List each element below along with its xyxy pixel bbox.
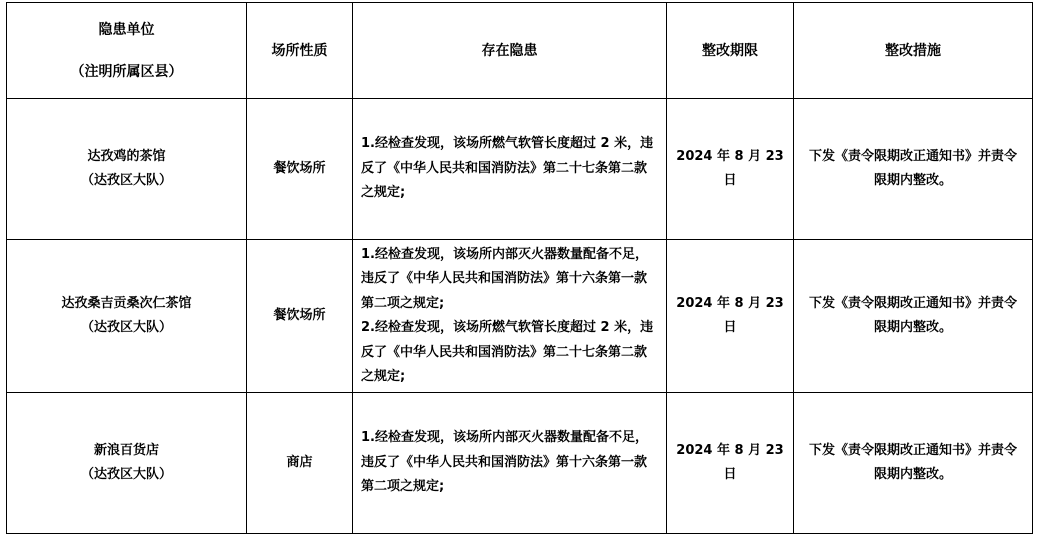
issue-item: 1.经检查发现，该场所内部灭火器数量配备不足，违反了《中华人民共和国消防法》第十六条第一款第二项之规定; (361, 246, 648, 311)
hazard-table (6, 2, 1033, 534)
measures-cell: 下发《责令限期改正通知书》并责令限期内整改。 (794, 393, 1033, 534)
header-unit-note: （注明所属区县） (70, 63, 183, 80)
issues-cell (353, 99, 667, 240)
unit-district: （达孜区大队） (80, 467, 172, 482)
header-venue-type: 场所性质 (247, 3, 353, 99)
table-row (7, 393, 1033, 534)
header-row (7, 3, 1033, 99)
header-measures: 整改措施 (794, 3, 1033, 99)
measures-cell: 下发《责令限期改正通知书》并责令限期内整改。 (794, 99, 1033, 240)
issue-item: 1.经检查发现，该场所内部灭火器数量配备不足，违反了《中华人民共和国消防法》第十六条第一款第二项之规定; (361, 430, 648, 495)
issue-item: 2.经检查发现，该场所燃气软管长度超过 2 米，违反了《中华人民共和国消防法》第二十七条第二款之规定; (361, 320, 654, 384)
issues-cell (353, 393, 667, 534)
venue-type-cell: 餐饮场所 (247, 99, 353, 240)
issues-cell (353, 240, 667, 393)
deadline-cell: 2024 年 8 月 23 日 (667, 99, 794, 240)
deadline-cell: 2024 年 8 月 23 日 (667, 393, 794, 534)
unit-name: 达孜桑吉贡桑次仁茶馆 (61, 296, 192, 311)
table-row (7, 99, 1033, 240)
venue-type-cell: 商店 (247, 393, 353, 534)
unit-name: 新浪百货店 (93, 443, 159, 458)
unit-district: （达孜区大队） (80, 173, 172, 188)
venue-type-cell: 餐饮场所 (247, 240, 353, 393)
unit-cell (7, 240, 247, 393)
deadline-cell: 2024 年 8 月 23 日 (667, 240, 794, 393)
header-hazards: 存在隐患 (353, 3, 667, 99)
header-deadline: 整改期限 (667, 3, 794, 99)
header-unit-title: 隐患单位 (98, 21, 155, 38)
unit-cell (7, 99, 247, 240)
measures-cell: 下发《责令限期改正通知书》并责令限期内整改。 (794, 240, 1033, 393)
issue-item: 1.经检查发现，该场所燃气软管长度超过 2 米，违反了《中华人民共和国消防法》第二十七条第二款之规定; (361, 136, 654, 201)
unit-cell (7, 393, 247, 534)
unit-district: （达孜区大队） (80, 320, 172, 335)
header-unit (7, 3, 247, 99)
table-row (7, 240, 1033, 393)
unit-name: 达孜鸡的茶馆 (87, 149, 166, 164)
